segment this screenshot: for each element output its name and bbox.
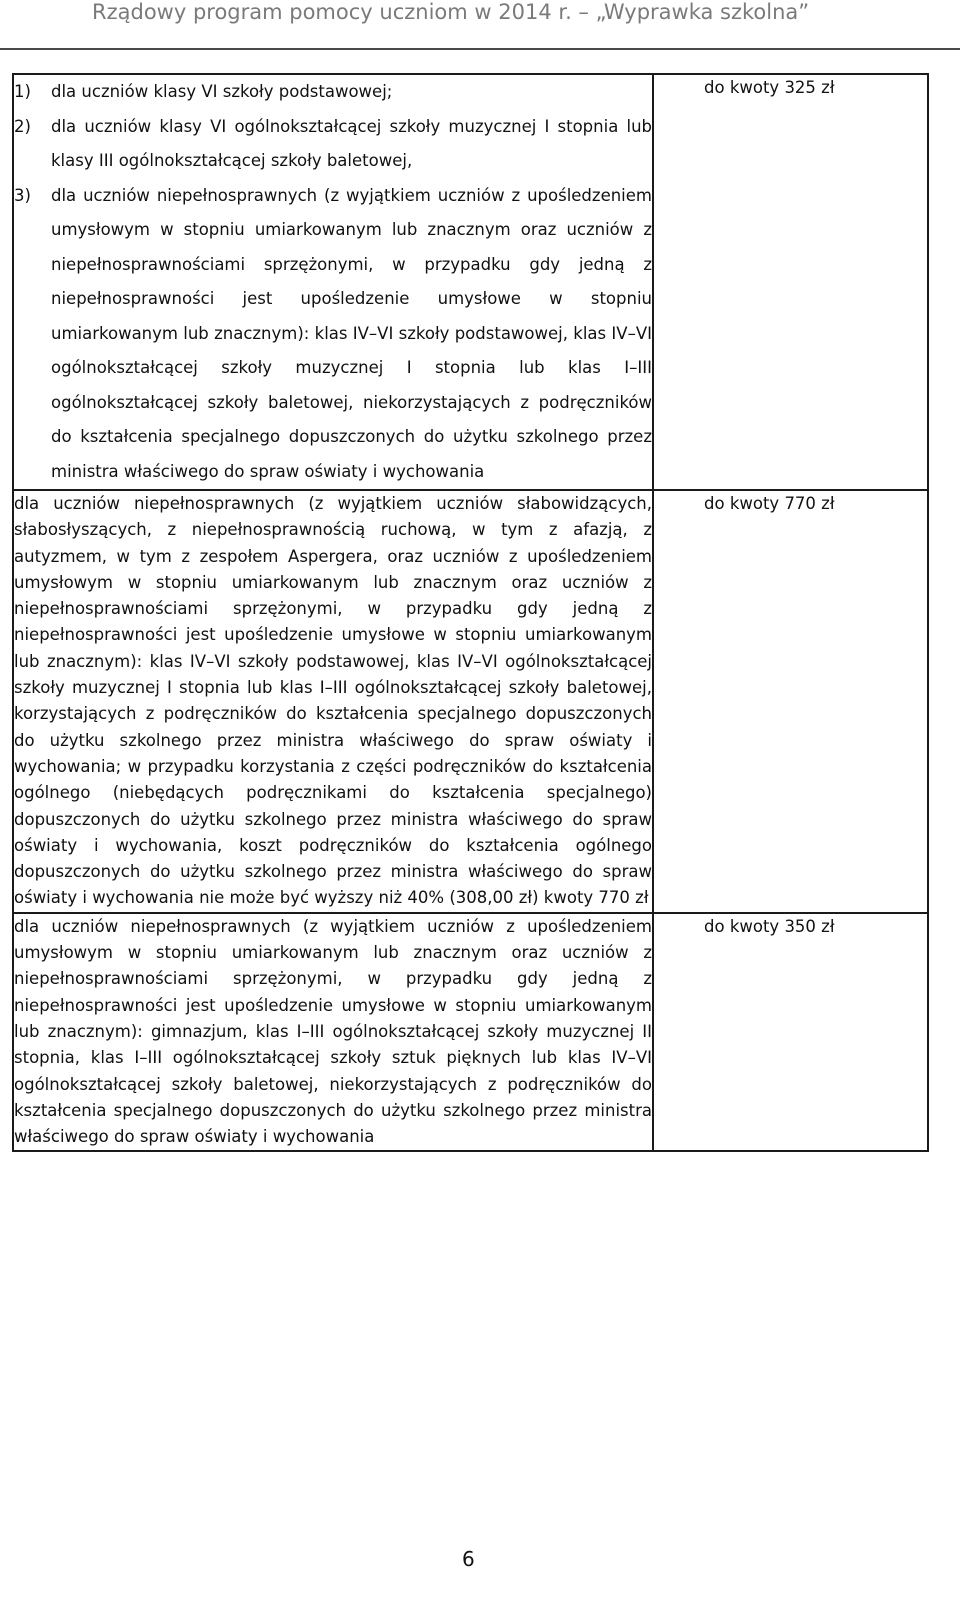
list-item [14,179,652,490]
amount-cell: do kwoty 770 zł [653,490,928,913]
table-row [13,490,928,913]
page-header [0,0,960,50]
list-item-number: 2) [14,116,31,136]
table-row [13,74,928,490]
list-item-text: dla uczniów klasy VI ogólnokształcącej szkoły muzycznej I stopnia lub klasy III ogólnokształcącej szkoły baletowej, [51,116,652,170]
table-row [13,913,928,1152]
page-number: 6 [462,1547,475,1571]
list-item [14,110,652,179]
eligibility-cell [13,74,653,490]
amount-cell: do kwoty 350 zł [653,913,928,1152]
eligibility-cell: dla uczniów niepełnosprawnych (z wyjątkiem uczniów z upośledzeniem umysłowym w stopniu umiarkowanym lub znacznym oraz uczniów z niepełnosprawnościami sprzężonymi, w przypadku gdy jedną z niepełnosprawności jest upośledzenie umysłowe w stopniu umiarkowanym lub znacznym): gimnazjum, klas I–III ogólnokształcącej szkoły muzycznej II stopnia, klas I–III ogólnokształcącej szkoły sztuk pięknych lub klas IV–VI ogólnokształcącej szkoły baletowej, niekorzystających z podręczników do kształcenia specjalnego dopuszczonych do użytku szkolnego przez ministra właściwego do spraw oświaty i wychowania [13,913,653,1152]
amount-cell: do kwoty 325 zł [653,74,928,490]
amounts-table [12,73,929,1152]
list-item-number: 1) [14,82,31,101]
list-item-text: dla uczniów klasy VI szkoły podstawowej; [51,82,393,101]
list-item-text: dla uczniów niepełnosprawnych (z wyjątkiem uczniów z upośledzeniem umysłowym w stopniu umiarkowanym lub znacznym oraz uczniów z niepełnosprawnościami sprzężonymi, w przypadku gdy jedną z niepełnosprawności jest upośledzenie umysłowe w stopniu umiarkowanym lub znacznym): klas IV–VI szkoły podstawowej, klas IV–VI ogólnokształcącej szkoły muzycznej I stopnia lub klas I–III ogólnokształcącej szkoły baletowej, niekorzystających z podręczników do kształcenia specjalnego dopuszczonych do użytku szkolnego przez ministra właściwego do spraw oświaty i wychowania [51,185,652,481]
eligibility-cell: dla uczniów niepełnosprawnych (z wyjątkiem uczniów słabowidzących, słabosłyszących, z niepełnosprawnością ruchową, w tym z afazją, z autyzmem, w tym z zespołem Aspergera, oraz uczniów z upośledzeniem umysłowym w stopniu umiarkowanym lub znacznym oraz uczniów z niepełnosprawnościami sprzężonymi, w przypadku gdy jedną z niepełnosprawności jest upośledzenie umysłowe w stopniu umiarkowanym lub znacznym): klas IV–VI szkoły podstawowej, klas IV–VI ogólnokształcącej szkoły muzycznej I stopnia lub klas I–III ogólnokształcącej szkoły baletowej, korzystających z podręczników do kształcenia specjalnego dopuszczonych do użytku szkolnego przez ministra właściwego do spraw oświaty i wychowania; w przypadku korzystania z części podręczników do kształcenia ogólnego (niebędących podręcznikami do kształcenia specjalnego) dopuszczonych do użytku szkolnego przez ministra właściwego do spraw oświaty i wychowania, koszt podręczników do kształcenia ogólnego dopuszczonych do użytku szkolnego przez ministra właściwego do spraw oświaty i wychowania nie może być wyższy niż 40% (308,00 zł) kwoty 770 zł [13,490,653,913]
page-header-title: Rządowy program pomocy uczniom w 2014 r. – „Wyprawka szkolna” [92,0,810,24]
list-item [14,75,652,110]
list-item-number: 3) [14,185,31,205]
